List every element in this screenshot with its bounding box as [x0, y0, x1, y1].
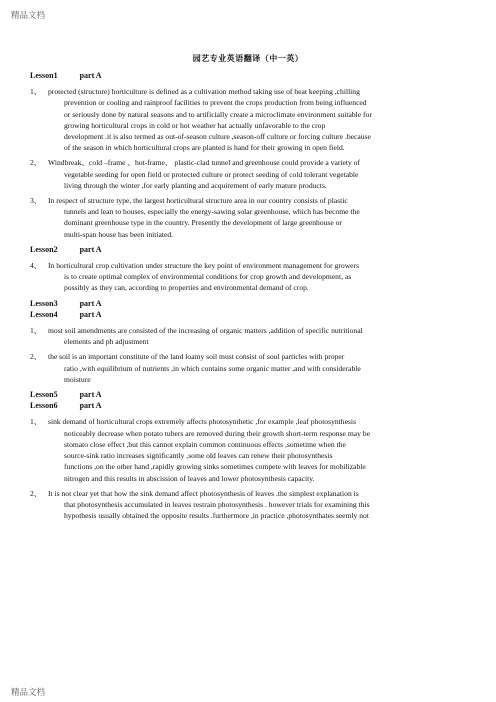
watermark-bottom: 精品文档	[11, 688, 46, 698]
paragraph-line: Windbreak、cold –frame 、hot-frame、 plastic-clad tunnel and greenhouse could provide a variety of	[48, 158, 360, 168]
paragraph-line: possibly as they can, according to properties and environmental demand of crop.	[64, 283, 309, 293]
item-number: 3、	[30, 196, 42, 206]
paragraph-line: that photosynthesis accumulated in leaves restrain photosynthesis . however trials for examining this	[64, 499, 370, 509]
part-label: part A	[79, 298, 102, 308]
lesson-heading	[30, 244, 480, 255]
numbered-paragraph	[30, 86, 480, 153]
paragraph-line: vegetable seeding for open field or protected culture or protect seeding of cold tolerant vegetable	[64, 169, 359, 179]
part-label: part A	[79, 244, 102, 254]
paragraph-line: nitrogen and this results in abscission of leaves and lower photosynthesis capacity.	[64, 473, 315, 483]
item-number: 1、	[30, 87, 42, 97]
paragraph-line: hypothesis usually obtained the opposite results .furthermore ,in practice ,photosynthates seemly not	[64, 511, 369, 521]
paragraph-line: multi-span house has been initiated.	[64, 229, 174, 239]
numbered-paragraph	[30, 416, 480, 483]
paragraph-line: sink demand of horticultural crops extremely affects photosynthetic ,for example ,leaf photosynthesis	[48, 417, 356, 427]
numbered-paragraph	[30, 195, 480, 240]
lesson-heading	[30, 400, 480, 411]
lesson-heading	[30, 309, 480, 320]
paragraph-line: the soil is an important constitute of the land loamy soil must consist of soul particles with proper	[48, 352, 345, 362]
part-label: part A	[79, 390, 102, 400]
paragraph-line: living through the winter ,for early planting and acquirement of early mature products.	[64, 180, 327, 190]
item-number: 2、	[30, 158, 42, 168]
page-title: 园艺专业英语翻译（中一英）	[192, 54, 304, 63]
paragraph-line: or seriously done by natural seasons and to artificially create a microclimate environment suitable for	[64, 109, 372, 119]
watermark-top: 精品文档	[11, 11, 46, 21]
paragraph-line: tunnels and lean to houses, especially the energy-sawing solar greenhouse, which has become the	[64, 207, 360, 217]
lesson-label: Lesson4	[30, 309, 58, 319]
part-label: part A	[79, 71, 102, 80]
item-number: 2、	[30, 488, 42, 498]
lesson-heading	[30, 298, 480, 309]
part-label: part A	[79, 401, 102, 411]
item-number: 2、	[30, 352, 42, 362]
item-number: 1、	[30, 417, 42, 427]
lesson-heading	[30, 389, 480, 400]
paragraph-line: moisture	[64, 374, 91, 384]
lesson-label: Lesson6	[30, 401, 58, 411]
lesson-label: Lesson2	[30, 244, 58, 254]
paragraph-line: noticeably decrease when potato tubers are removed during their growth short-term response may be	[64, 428, 370, 438]
paragraph-line: protected (structure) horticulture is defined as a cultivation method taking use of heat keeping ,chilling	[48, 87, 360, 97]
numbered-paragraph	[30, 351, 480, 385]
part-label: part A	[79, 309, 102, 319]
numbered-paragraph	[30, 325, 480, 347]
paragraph-line: It is not clear yet that how the sink demand affect photosynthesis of leaves .the simplest explanation is	[48, 488, 359, 498]
paragraph-line: elements and ph adjustment	[64, 337, 149, 347]
lesson-heading	[30, 70, 480, 81]
paragraph-line: source-sink ratio increases significantly ,some old leaves can renew their photosynthesis	[64, 451, 333, 461]
paragraph-line: dominant greenhouse type in the country. Presently the development of large greenhouse or	[64, 218, 342, 228]
document-body	[30, 70, 480, 525]
paragraph-line: is to create optimal complex of environmental conditions for crop growth and development, as	[64, 272, 352, 282]
paragraph-line: development .it is also termed as out-of-season culture ,season-off culture or forcing culture .because	[64, 132, 371, 142]
numbered-paragraph	[30, 260, 480, 294]
lesson-label: Lesson1	[30, 71, 58, 80]
paragraph-line: In horticultural crop cultivation under structure the key point of environment management for growers	[48, 261, 360, 271]
item-number: 4、	[30, 261, 42, 271]
item-number: 1、	[30, 326, 42, 336]
paragraph-line: growing horticultural crops in cold or hot weather hat actually unfavorable to the crop	[64, 120, 326, 130]
paragraph-line: of the season in which horticultural crops are planted is hand for their growing in open field.	[64, 143, 345, 153]
numbered-paragraph	[30, 488, 480, 522]
paragraph-line: ratio ,with equilibrium of nutrients ,in which contains some organic matter ,and with considerable	[64, 363, 361, 373]
lesson-label: Lesson5	[30, 390, 58, 400]
paragraph-line: stomato close effect ,but this cannot explain common continuous effects ,sometime when the	[64, 439, 346, 449]
lesson-label: Lesson3	[30, 298, 58, 308]
numbered-paragraph	[30, 157, 480, 191]
paragraph-line: most soil amendments are consisted of the increasing of organic matters ,addition of specific nutritional	[48, 326, 363, 336]
paragraph-line: functions ,on the other hand ,rapidly growing sinks sometimes compete with leaves for mobilizable	[64, 462, 366, 472]
paragraph-line: prevention or cooling and rainproof facilities to prevent the crops production from being influenced	[64, 98, 367, 108]
paragraph-line: In respect of structure type, the largest horticultural structure area in our country consists of plastic	[48, 196, 348, 206]
